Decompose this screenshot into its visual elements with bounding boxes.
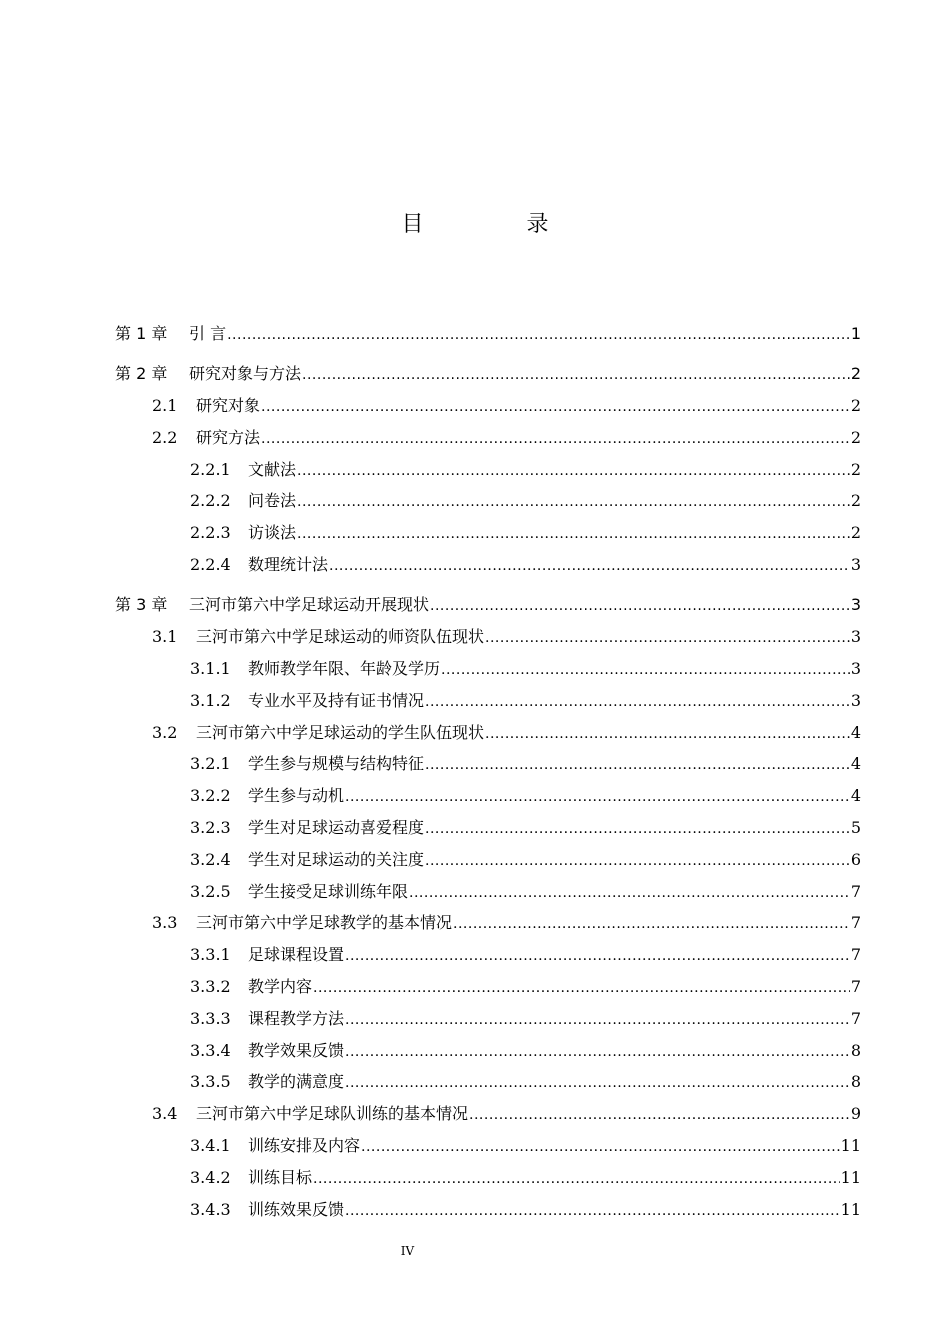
table-of-contents: [115, 318, 861, 1225]
toc-dot-leader: [329, 551, 850, 583]
toc-dot-leader: [430, 591, 850, 623]
toc-entry[interactable]: [115, 1066, 861, 1098]
toc-entry-page: 3: [850, 658, 861, 678]
toc-dot-leader: [261, 392, 850, 424]
toc-entry-number: 3.1: [152, 627, 178, 647]
toc-dot-leader: [345, 1037, 850, 1069]
toc-entry-label: 教学效果反馈: [248, 1040, 345, 1060]
toc-entry-label: 文献法: [248, 459, 297, 479]
toc-entry[interactable]: [115, 907, 861, 939]
toc-dot-leader: [302, 360, 850, 392]
toc-entry[interactable]: [115, 653, 861, 685]
toc-entry-number: 3.4: [152, 1104, 178, 1124]
toc-dot-leader: [227, 320, 850, 352]
toc-entry-page: 9: [850, 1104, 861, 1124]
toc-entry-number: 3.1.1: [190, 658, 231, 678]
toc-dot-leader: [441, 655, 850, 687]
toc-entry-label: 三河市第六中学足球队训练的基本情况: [196, 1104, 469, 1124]
toc-entry-number: 3.2.2: [190, 786, 231, 806]
toc-entry-page: 2: [850, 364, 861, 384]
toc-entry-label: 训练安排及内容: [248, 1135, 361, 1155]
toc-entry-page: 4: [850, 722, 861, 742]
toc-entry-number: 2.1: [152, 396, 178, 416]
toc-entry[interactable]: [115, 844, 861, 876]
toc-entry-page: 3: [850, 595, 861, 615]
toc-dot-leader: [469, 1100, 850, 1132]
toc-entry[interactable]: [115, 422, 861, 454]
toc-entry-page: 4: [850, 754, 861, 774]
toc-entry-label: 数理统计法: [248, 555, 329, 575]
toc-dot-leader: [425, 846, 850, 878]
toc-entry-number: 2.2.4: [190, 555, 231, 575]
toc-entry-page: 5: [850, 817, 861, 837]
toc-dot-leader: [313, 973, 850, 1005]
toc-entry[interactable]: [115, 390, 861, 422]
toc-entry-page: 7: [850, 881, 861, 901]
toc-entry-label: 足球课程设置: [248, 945, 345, 965]
toc-entry-label: 研究对象与方法: [189, 364, 302, 384]
toc-dot-leader: [297, 487, 850, 519]
toc-dot-leader: [345, 941, 850, 973]
toc-entry-page: 11: [840, 1199, 861, 1219]
toc-entry[interactable]: [115, 717, 861, 749]
toc-entry-number: 第 3 章: [115, 595, 168, 615]
toc-dot-leader: [345, 1005, 850, 1037]
toc-entry-number: 3.2: [152, 722, 178, 742]
toc-entry-number: 3.2.1: [190, 754, 231, 774]
toc-entry-page: 2: [850, 396, 861, 416]
toc-dot-leader: [425, 750, 850, 782]
toc-entry-page: 3: [850, 555, 861, 575]
toc-entry-page: 2: [850, 459, 861, 479]
toc-entry[interactable]: [115, 621, 861, 653]
toc-entry-page: 2: [850, 491, 861, 511]
toc-entry-page: 7: [850, 945, 861, 965]
page-title: 目 录: [401, 212, 597, 237]
toc-entry-number: 3.3.3: [190, 1008, 231, 1028]
toc-dot-leader: [345, 1068, 850, 1100]
toc-entry-label: 训练目标: [248, 1167, 313, 1187]
toc-entry-number: 2.2.1: [190, 459, 231, 479]
toc-entry[interactable]: [115, 876, 861, 908]
toc-dot-leader: [409, 878, 850, 910]
toc-entry-page: 1: [850, 324, 861, 343]
toc-entry-page: 11: [840, 1135, 861, 1155]
toc-entry-label: 访谈法: [248, 523, 297, 543]
toc-entry-label: 引 言: [189, 324, 227, 343]
toc-entry-number: 3.4.1: [190, 1135, 231, 1155]
toc-entry[interactable]: [115, 748, 861, 780]
toc-entry-number: 第 2 章: [115, 364, 168, 384]
toc-entry-page: 2: [850, 523, 861, 543]
toc-entry-label: 学生对足球运动的关注度: [248, 849, 425, 869]
toc-entry-label: 三河市第六中学足球运动开展现状: [189, 595, 430, 615]
toc-entry-page: 8: [850, 1040, 861, 1060]
toc-entry-number: 3.2.4: [190, 849, 231, 869]
toc-entry[interactable]: [115, 1194, 861, 1226]
toc-entry-number: 2.2.3: [190, 523, 231, 543]
toc-entry-label: 三河市第六中学足球运动的师资队伍现状: [196, 627, 485, 647]
toc-entry[interactable]: [115, 517, 861, 549]
toc-entry-label: 教学内容: [248, 976, 313, 996]
toc-entry-label: 教师教学年限、年龄及学历: [248, 658, 441, 678]
toc-entry[interactable]: [115, 685, 861, 717]
toc-entry[interactable]: [115, 549, 861, 581]
toc-entry-label: 研究对象: [196, 396, 261, 416]
toc-dot-leader: [453, 909, 850, 941]
toc-entry-label: 学生接受足球训练年限: [248, 881, 409, 901]
toc-entry-page: 4: [850, 786, 861, 806]
toc-entry-number: 2.2.2: [190, 491, 231, 511]
toc-entry-label: 教学的满意度: [248, 1072, 345, 1092]
toc-entry-page: 2: [850, 427, 861, 447]
toc-entry-page: 6: [850, 849, 861, 869]
toc-dot-leader: [313, 1164, 840, 1196]
toc-entry-page: 3: [850, 690, 861, 710]
toc-entry[interactable]: [115, 1003, 861, 1035]
toc-entry-number: 2.2: [152, 427, 178, 447]
toc-entry[interactable]: [115, 454, 861, 486]
toc-dot-leader: [345, 782, 850, 814]
toc-entry[interactable]: [115, 358, 861, 390]
toc-entry-label: 训练效果反馈: [248, 1199, 345, 1219]
toc-entry-label: 三河市第六中学足球运动的学生队伍现状: [196, 722, 485, 742]
toc-entry-number: 3.3.1: [190, 945, 231, 965]
toc-entry-page: 11: [840, 1167, 861, 1187]
toc-entry[interactable]: [115, 812, 861, 844]
toc-dot-leader: [485, 623, 850, 655]
toc-entry[interactable]: [115, 485, 861, 517]
toc-entry-number: 3.4.3: [190, 1199, 231, 1219]
toc-entry[interactable]: [115, 971, 861, 1003]
toc-entry[interactable]: [115, 1035, 861, 1067]
toc-entry-page: 7: [850, 976, 861, 996]
toc-entry-label: 课程教学方法: [248, 1008, 345, 1028]
toc-entry-number: 3.3.4: [190, 1040, 231, 1060]
toc-dot-leader: [485, 719, 850, 751]
toc-entry-number: 3.2.5: [190, 881, 231, 901]
toc-entry-number: 第 1 章: [115, 324, 168, 343]
toc-entry-label: 学生参与规模与结构特征: [248, 754, 425, 774]
toc-entry-number: 3.3.5: [190, 1072, 231, 1092]
toc-entry-page: 8: [850, 1072, 861, 1092]
toc-entry-label: 研究方法: [196, 427, 261, 447]
toc-entry-number: 3.1.2: [190, 690, 231, 710]
toc-entry[interactable]: [115, 1162, 861, 1194]
toc-entry-number: 3.4.2: [190, 1167, 231, 1187]
toc-dot-leader: [345, 1196, 840, 1228]
toc-entry[interactable]: [115, 780, 861, 812]
toc-entry-page: 7: [850, 1008, 861, 1028]
toc-dot-leader: [297, 519, 850, 551]
toc-dot-leader: [425, 687, 850, 719]
toc-entry-page: 3: [850, 627, 861, 647]
toc-entry[interactable]: [115, 1098, 861, 1130]
toc-entry-number: 3.2.3: [190, 817, 231, 837]
toc-entry[interactable]: [115, 318, 861, 350]
toc-dot-leader: [361, 1132, 840, 1164]
footer-page-number: IV: [400, 1244, 415, 1258]
toc-entry-label: 学生参与动机: [248, 786, 345, 806]
toc-dot-leader: [425, 814, 850, 846]
toc-entry-label: 三河市第六中学足球教学的基本情况: [196, 913, 453, 933]
toc-entry-number: 3.3.2: [190, 976, 231, 996]
toc-entry[interactable]: [115, 589, 861, 621]
toc-entry-label: 学生对足球运动喜爱程度: [248, 817, 425, 837]
toc-dot-leader: [297, 456, 850, 488]
toc-entry-label: 专业水平及持有证书情况: [248, 690, 425, 710]
toc-entry-page: 7: [850, 913, 861, 933]
toc-entry[interactable]: [115, 1130, 861, 1162]
toc-entry[interactable]: [115, 939, 861, 971]
toc-entry-number: 3.3: [152, 913, 178, 933]
toc-dot-leader: [261, 424, 850, 456]
toc-entry-label: 问卷法: [248, 491, 297, 511]
